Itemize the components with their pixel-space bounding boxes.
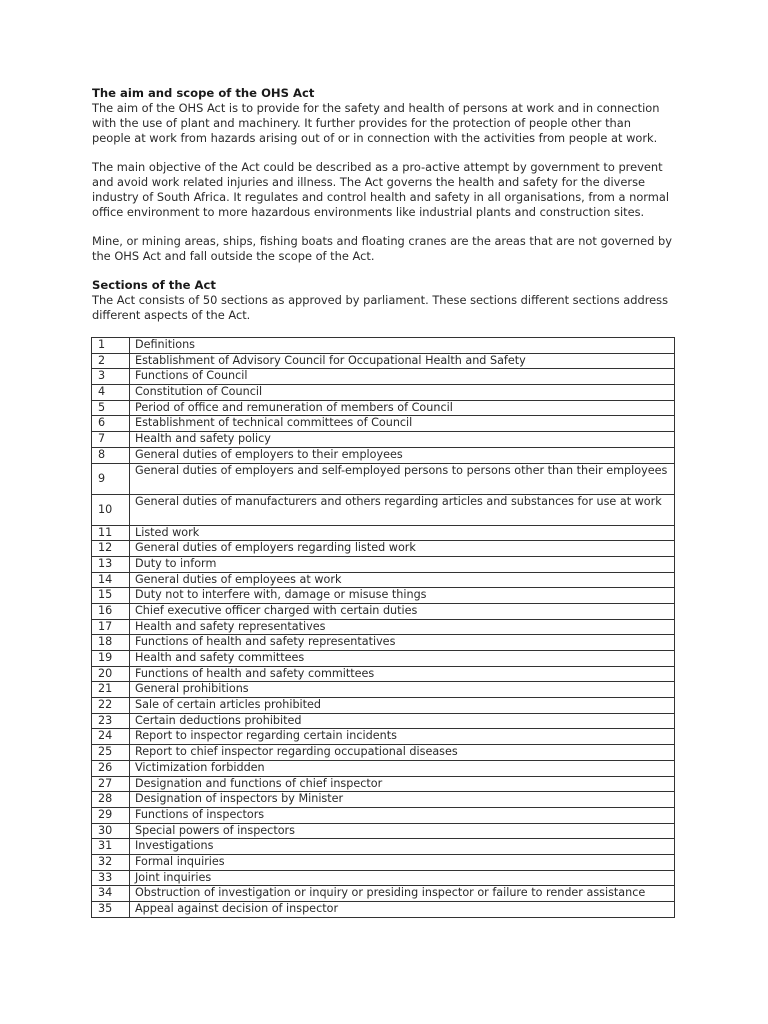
table-row bbox=[92, 369, 675, 385]
section-title: Functions of Council bbox=[130, 369, 675, 385]
section-title: General duties of manufacturers and others regarding articles and substances for use at work bbox=[130, 494, 675, 525]
section-number: 30 bbox=[92, 823, 130, 839]
table-row bbox=[92, 619, 675, 635]
section-title: Period of office and remuneration of members of Council bbox=[130, 400, 675, 416]
aim-paragraph-2 bbox=[92, 160, 682, 220]
section-number: 32 bbox=[92, 854, 130, 870]
sections-intro-paragraph bbox=[92, 293, 682, 323]
text-line: different aspects of the Act. bbox=[92, 308, 251, 322]
section-title: Designation and functions of chief inspector bbox=[130, 776, 675, 792]
section-title: Appeal against decision of inspector bbox=[130, 902, 675, 918]
section-title: Health and safety committees bbox=[130, 651, 675, 667]
section-number: 29 bbox=[92, 807, 130, 823]
section-number: 13 bbox=[92, 556, 130, 572]
table-row bbox=[92, 854, 675, 870]
section-number: 19 bbox=[92, 651, 130, 667]
section-title: Formal inquiries bbox=[130, 854, 675, 870]
section-number: 24 bbox=[92, 729, 130, 745]
section-number: 31 bbox=[92, 839, 130, 855]
section-number: 15 bbox=[92, 588, 130, 604]
section-number: 10 bbox=[92, 494, 130, 525]
aim-paragraph-3 bbox=[92, 234, 682, 264]
table-row bbox=[92, 713, 675, 729]
text-line: the OHS Act and fall outside the scope of the Act. bbox=[92, 249, 375, 263]
section-title: Designation of inspectors by Minister bbox=[130, 792, 675, 808]
table-row bbox=[92, 729, 675, 745]
sections-heading: Sections of the Act bbox=[92, 278, 216, 292]
table-row bbox=[92, 776, 675, 792]
table-row bbox=[92, 682, 675, 698]
text-line: with the use of plant and machinery. It further provides for the protection of people other than bbox=[92, 116, 631, 130]
table-row bbox=[92, 698, 675, 714]
table-row bbox=[92, 635, 675, 651]
table-row bbox=[92, 870, 675, 886]
section-number: 20 bbox=[92, 666, 130, 682]
section-number: 35 bbox=[92, 902, 130, 918]
section-number: 16 bbox=[92, 603, 130, 619]
table-row bbox=[92, 823, 675, 839]
section-number: 3 bbox=[92, 369, 130, 385]
section-number: 9 bbox=[92, 463, 130, 494]
text-line: industry of South Africa. It regulates and control health and safety in all organisations, from a normal bbox=[92, 190, 670, 204]
text-line: The aim of the OHS Act is to provide for the safety and health of persons at work and in connection bbox=[92, 101, 660, 115]
section-title: General prohibitions bbox=[130, 682, 675, 698]
table-row bbox=[92, 760, 675, 776]
text-line: office environment to more hazardous environments like industrial plants and construction sites. bbox=[92, 205, 645, 219]
section-number: 6 bbox=[92, 416, 130, 432]
table-row bbox=[92, 807, 675, 823]
section-number: 14 bbox=[92, 572, 130, 588]
table-row bbox=[92, 556, 675, 572]
section-title: Establishment of Advisory Council for Occupational Health and Safety bbox=[130, 353, 675, 369]
aim-heading: The aim and scope of the OHS Act bbox=[92, 86, 315, 100]
table-row bbox=[92, 902, 675, 918]
sections-table bbox=[91, 337, 675, 918]
table-row bbox=[92, 338, 675, 354]
section-title: Certain deductions prohibited bbox=[130, 713, 675, 729]
section-title: Constitution of Council bbox=[130, 385, 675, 401]
table-row bbox=[92, 463, 675, 494]
section-title: Functions of inspectors bbox=[130, 807, 675, 823]
section-number: 34 bbox=[92, 886, 130, 902]
table-row bbox=[92, 839, 675, 855]
section-title: Functions of health and safety representatives bbox=[130, 635, 675, 651]
text-line: people at work from hazards arising out of or in connection with the activities from people at work. bbox=[92, 131, 658, 145]
section-number: 26 bbox=[92, 760, 130, 776]
table-row bbox=[92, 432, 675, 448]
table-row bbox=[92, 400, 675, 416]
section-title: Sale of certain articles prohibited bbox=[130, 698, 675, 714]
table-row bbox=[92, 572, 675, 588]
table-row bbox=[92, 745, 675, 761]
section-number: 4 bbox=[92, 385, 130, 401]
section-number: 2 bbox=[92, 353, 130, 369]
section-title: General duties of employers regarding listed work bbox=[130, 541, 675, 557]
section-title: Report to chief inspector regarding occupational diseases bbox=[130, 745, 675, 761]
text-line: The main objective of the Act could be described as a pro-active attempt by government to prevent bbox=[92, 160, 663, 174]
section-number: 1 bbox=[92, 338, 130, 354]
document-body bbox=[92, 86, 682, 323]
table-row bbox=[92, 603, 675, 619]
table-row bbox=[92, 651, 675, 667]
section-title: Joint inquiries bbox=[130, 870, 675, 886]
section-title: General duties of employers to their employees bbox=[130, 447, 675, 463]
section-title: Health and safety policy bbox=[130, 432, 675, 448]
section-title: Definitions bbox=[130, 338, 675, 354]
section-number: 11 bbox=[92, 525, 130, 541]
section-number: 28 bbox=[92, 792, 130, 808]
section-title: Functions of health and safety committees bbox=[130, 666, 675, 682]
table-row bbox=[92, 792, 675, 808]
section-number: 33 bbox=[92, 870, 130, 886]
table-row bbox=[92, 353, 675, 369]
table-row bbox=[92, 666, 675, 682]
table-row bbox=[92, 494, 675, 525]
section-number: 8 bbox=[92, 447, 130, 463]
table-row bbox=[92, 447, 675, 463]
section-title: General duties of employees at work bbox=[130, 572, 675, 588]
section-title: Duty to inform bbox=[130, 556, 675, 572]
table-row bbox=[92, 541, 675, 557]
text-line: The Act consists of 50 sections as approved by parliament. These sections different sections address bbox=[92, 293, 669, 307]
text-line: and avoid work related injuries and illness. The Act governs the health and safety for the diverse bbox=[92, 175, 646, 189]
table-row bbox=[92, 385, 675, 401]
section-title: Report to inspector regarding certain incidents bbox=[130, 729, 675, 745]
section-number: 22 bbox=[92, 698, 130, 714]
section-number: 23 bbox=[92, 713, 130, 729]
aim-paragraph-1 bbox=[92, 101, 682, 146]
text-line: Mine, or mining areas, ships, fishing boats and floating cranes are the areas that are not governed by bbox=[92, 234, 672, 248]
table-row bbox=[92, 525, 675, 541]
section-number: 5 bbox=[92, 400, 130, 416]
section-title: Listed work bbox=[130, 525, 675, 541]
section-title: Health and safety representatives bbox=[130, 619, 675, 635]
section-title: Establishment of technical committees of Council bbox=[130, 416, 675, 432]
section-title: Special powers of inspectors bbox=[130, 823, 675, 839]
section-title: General duties of employers and self-employed persons to persons other than their employees bbox=[130, 463, 675, 494]
section-title: Investigations bbox=[130, 839, 675, 855]
section-number: 21 bbox=[92, 682, 130, 698]
table-row bbox=[92, 886, 675, 902]
section-number: 18 bbox=[92, 635, 130, 651]
section-number: 27 bbox=[92, 776, 130, 792]
section-number: 25 bbox=[92, 745, 130, 761]
table-row bbox=[92, 588, 675, 604]
section-title: Chief executive officer charged with certain duties bbox=[130, 603, 675, 619]
section-title: Duty not to interfere with, damage or misuse things bbox=[130, 588, 675, 604]
section-number: 7 bbox=[92, 432, 130, 448]
table-row bbox=[92, 416, 675, 432]
section-number: 17 bbox=[92, 619, 130, 635]
section-title: Victimization forbidden bbox=[130, 760, 675, 776]
section-number: 12 bbox=[92, 541, 130, 557]
section-title: Obstruction of investigation or inquiry or presiding inspector or failure to render assistance bbox=[130, 886, 675, 902]
